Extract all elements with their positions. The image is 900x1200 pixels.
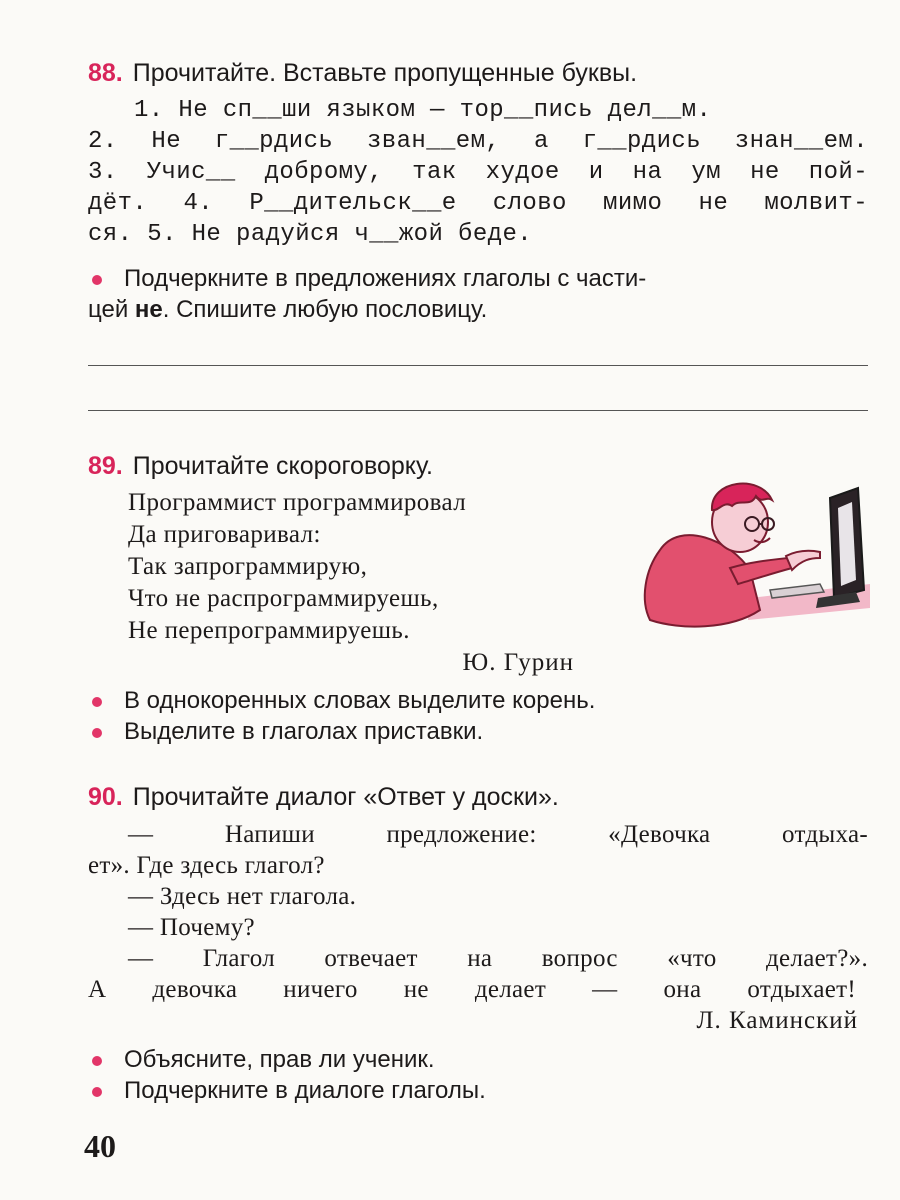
dialog-line-1: — Напиши предложение: «Девочка отдыха- [128, 821, 868, 848]
ex90-number: 90. [88, 783, 123, 811]
ex88-bullet-line-2-bold: не [134, 296, 163, 323]
bullet-icon [92, 1087, 102, 1097]
ex90-author: Л. Каминский [696, 1007, 858, 1034]
ex90-bullet-2-text: Подчеркните в диалоге глаголы. [124, 1077, 486, 1104]
ex88-number: 88. [88, 59, 123, 87]
dialog-line-2: ет». Где здесь глагол? [88, 852, 325, 879]
bullet-icon [92, 728, 102, 738]
ex89-bullet-1 [88, 686, 900, 716]
ex89-bullet-1-text: В однокоренных словах выделите корень. [124, 687, 596, 714]
programmer-illustration [620, 480, 870, 650]
ex88-line-2: 2. Не г__рдись зван__ем, а г__рдись знан__ем. [88, 128, 868, 155]
ex88-line-5: ся. 5. Не радуйся ч__жой беде. [88, 221, 533, 248]
ex88-bullet-line-1: Подчеркните в предложениях глаголы с части- [124, 265, 647, 292]
page-number: 40 [84, 1128, 116, 1164]
bullet-icon [92, 697, 102, 707]
poem-line-3: Так запрограммирую, [128, 553, 368, 580]
dialog-line-3: — Здесь нет глагола. [128, 883, 357, 910]
ex88-bullet-line-2-post: . Спишите любую пословицу. [162, 296, 488, 323]
ex88-bullet [88, 264, 900, 294]
ex90-task: Прочитайте диалог «Ответ у доски». [132, 783, 559, 811]
ex89-bullet-2 [88, 717, 900, 747]
ex89-number: 89. [88, 452, 123, 480]
ex88-line-4: дёт. 4. Р__дительск__е слово мимо не молвит- [88, 190, 868, 217]
ex90-heading [88, 782, 868, 812]
ex89-heading [88, 451, 868, 481]
poem-line-4: Что не распрограммируешь, [128, 585, 439, 612]
ex88-line-3: 3. Учис__ доброму, так худое и на ум не пой- [88, 159, 868, 186]
ex89-task: Прочитайте скороговорку. [132, 452, 433, 480]
poem-line-1: Программист программировал [128, 489, 467, 516]
dialog-line-6: А девочка ничего не делает — она отдыхает! [88, 976, 856, 1003]
ex90-bullet-2 [88, 1076, 900, 1106]
bullet-icon [92, 275, 102, 285]
ex88-bullet-cont [88, 295, 868, 325]
ex89-author: Ю. Гурин [462, 649, 574, 676]
ex90-bullet-1-text: Объясните, прав ли ученик. [124, 1046, 435, 1073]
dialog-line-5: — Глагол отвечает на вопрос «что делает?». [128, 945, 868, 972]
ex90-bullet-1 [88, 1045, 900, 1075]
dialog-line-4: — Почему? [128, 914, 255, 941]
ex88-heading [88, 58, 868, 88]
poem-line-5: Не перепрограммируешь. [128, 617, 410, 644]
answer-line-2[interactable] [88, 410, 868, 411]
ex88-line-1: 1. Не сп__ши языком — тор__пись дел__м. [134, 97, 712, 124]
answer-line-1[interactable] [88, 365, 868, 366]
poem-line-2: Да приговаривал: [128, 521, 321, 548]
ex89-bullet-2-text: Выделите в глаголах приставки. [124, 718, 484, 745]
ex88-task: Прочитайте. Вставьте пропущенные буквы. [132, 59, 638, 87]
ex88-bullet-line-2-pre: цей [88, 296, 135, 323]
bullet-icon [92, 1056, 102, 1066]
